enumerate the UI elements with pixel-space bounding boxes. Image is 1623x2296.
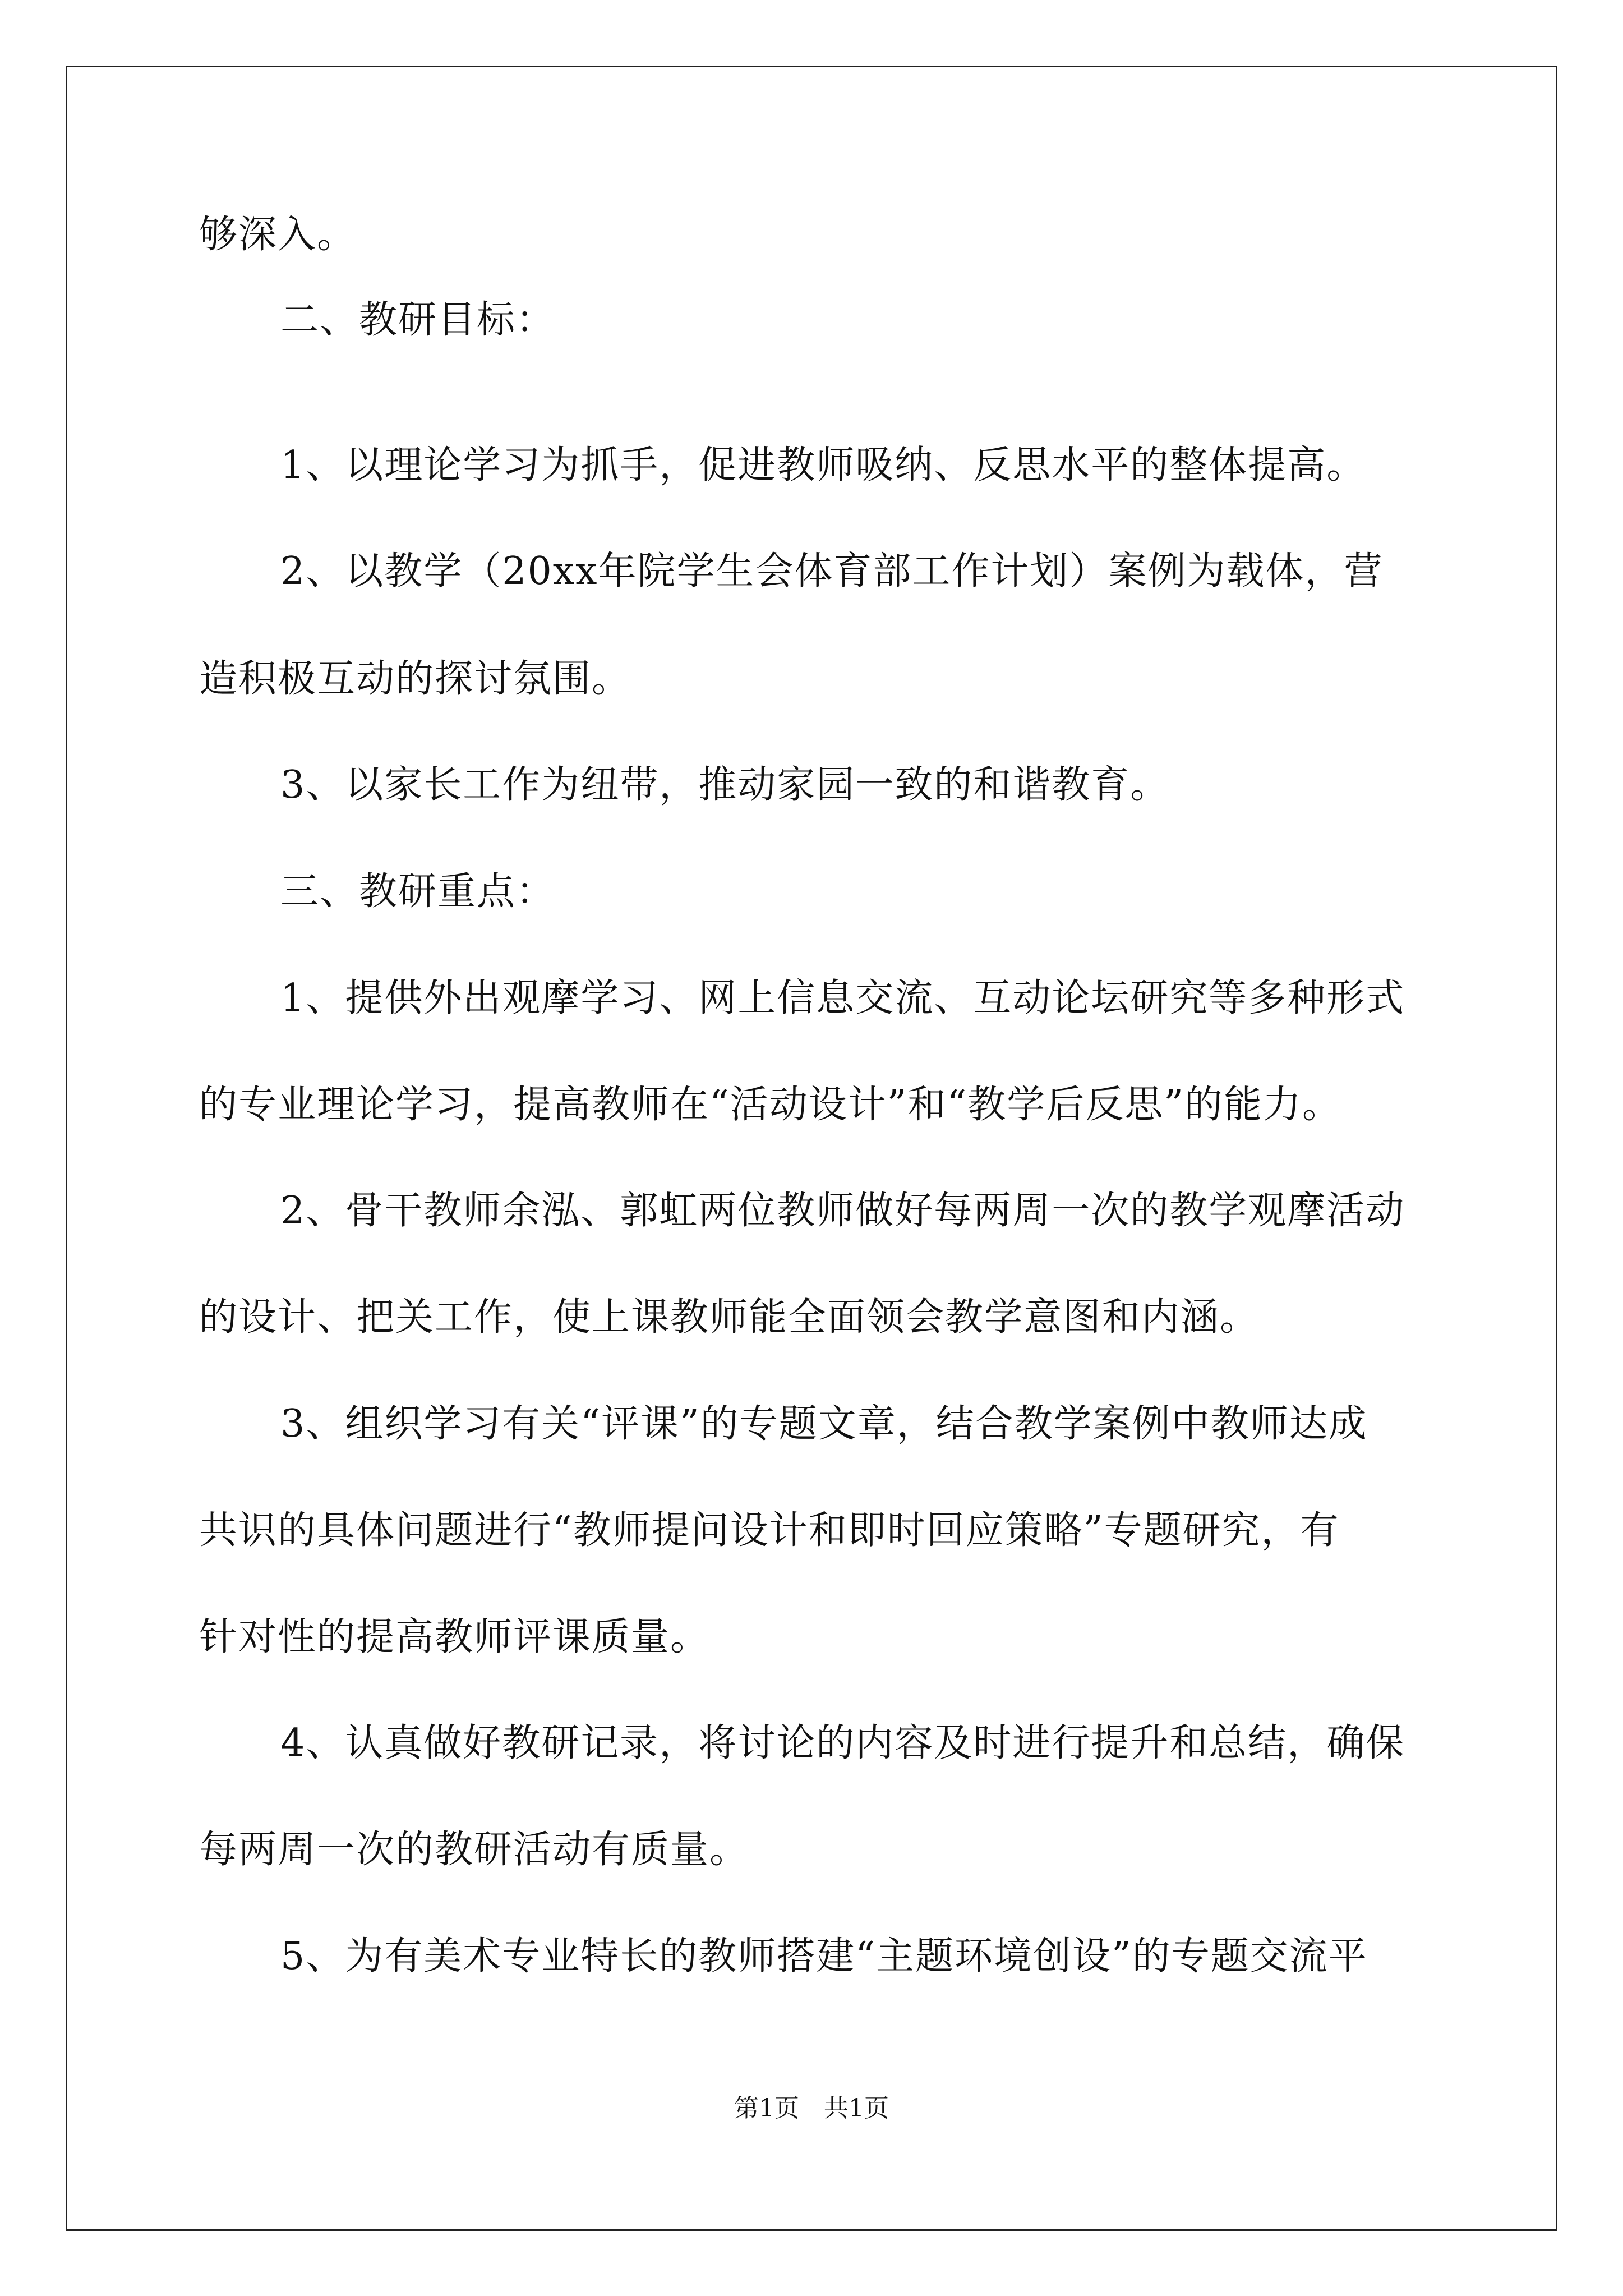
section-heading: 三、教研重点： (280, 869, 556, 914)
text-line: 4、认真做好教研记录，将讨论的内容及时进行提升和总结，确保 (280, 1721, 1405, 1765)
page-border (66, 66, 1557, 2231)
text-line: 造积极互动的探讨氛围。 (199, 657, 631, 701)
page-footer: 第1页 共1页 (734, 2094, 889, 2123)
text-line: 1、提供外出观摩学习、网上信息交流、互动论坛研究等多种形式 (280, 976, 1405, 1020)
text-line: 1、以理论学习为抓手，促进教师吸纳、反思水平的整体提高。 (280, 443, 1366, 487)
text-line: 2、骨干教师余泓、郭虹两位教师做好每两周一次的教学观摩活动 (280, 1189, 1405, 1233)
text-line: 每两周一次的教研活动有质量。 (199, 1828, 749, 1872)
text-line: 2、以教学（20xx年院学生会体育部工作计划）案例为载体，营 (280, 549, 1384, 593)
text-line: 5、为有美术专业特长的教师搭建“主题环境创设”的专题交流平 (280, 1934, 1368, 1978)
text-line: 够深入。 (199, 213, 357, 257)
text-line: 的设计、把关工作，使上课教师能全面领会教学意图和内涵。 (199, 1295, 1260, 1340)
text-line: 3、组织学习有关“评课”的专题文章，结合教学案例中教师达成 (280, 1402, 1368, 1446)
text-line: 的专业理论学习，提高教师在“活动设计”和“教学后反思”的能力。 (199, 1083, 1342, 1127)
section-heading: 二、教研目标： (280, 298, 556, 342)
text-line: 共识的具体问题进行“教师提问设计和即时回应策略”专题研究，有 (199, 1508, 1340, 1553)
text-line: 针对性的提高教师评课质量。 (199, 1615, 710, 1659)
text-line: 3、以家长工作为纽带，推动家园一致的和谐教育。 (280, 763, 1170, 807)
